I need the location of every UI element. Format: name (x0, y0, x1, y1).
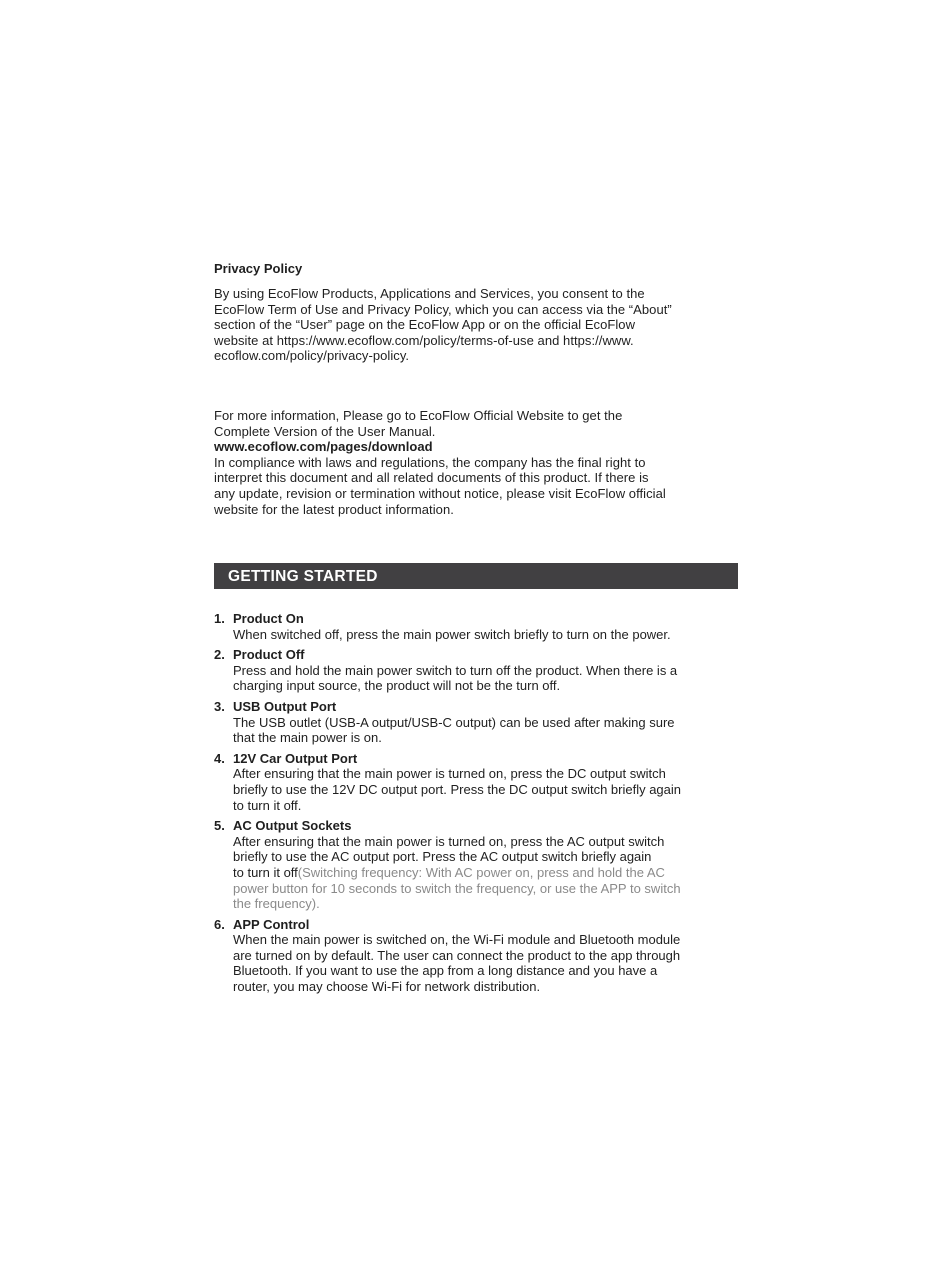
switching-frequency-note: (Switching frequency: With AC power on, press and hold the AC (297, 864, 665, 880)
step-text: that the main power is on. (233, 730, 382, 746)
step-text: router, you may choose Wi-Fi for network distribution. (233, 979, 541, 995)
step-title: Product Off (233, 647, 305, 663)
step-number: 1. (214, 611, 225, 626)
switching-frequency-note: the frequency). (233, 896, 320, 912)
switching-frequency-note: power button for 10 seconds to switch the frequency, or use the APP to switch (233, 880, 681, 896)
text-line: website at https://www.ecoflow.com/policy/terms-of-use and https://www. (214, 332, 634, 348)
step-item-ac-output-sockets (214, 818, 738, 912)
step-title: Product On (233, 611, 304, 626)
text-line: EcoFlow Term of Use and Privacy Policy, which you can access via the “About” (214, 301, 672, 317)
step-text: When switched off, press the main power switch briefly to turn on the power. (233, 626, 671, 642)
step-title: USB Output Port (233, 698, 337, 714)
text-line: For more information, Please go to EcoFlow Official Website to get the (214, 408, 623, 423)
privacy-policy-text (214, 286, 738, 364)
more-information-text (214, 408, 738, 517)
download-url-link[interactable]: www.ecoflow.com/pages/download (214, 439, 433, 455)
step-number: 4. (214, 750, 225, 766)
step-text: are turned on by default. The user can connect the product to the app through (233, 947, 681, 963)
step-text: When the main power is switched on, the Wi-Fi module and Bluetooth module (233, 932, 681, 948)
getting-started-header: GETTING STARTED (214, 563, 738, 589)
step-text: charging input source, the product will not be the turn off. (233, 678, 561, 694)
step-item-usb-output-port (214, 699, 738, 746)
step-text: After ensuring that the main power is turned on, press the DC output switch (233, 766, 666, 782)
text-line: By using EcoFlow Products, Applications and Services, you consent to the (214, 286, 645, 301)
step-text: Press and hold the main power switch to turn off the product. When there is a (233, 662, 678, 678)
step-text: The USB outlet (USB-A output/USB-C output) can be used after making sure (233, 714, 675, 730)
step-item-product-off (214, 647, 738, 694)
step-title: AC Output Sockets (233, 818, 352, 834)
step-text: to turn it off. (233, 797, 302, 813)
text-line: any update, revision or termination without notice, please visit EcoFlow official (214, 485, 666, 501)
step-item-12v-car-output-port (214, 751, 738, 813)
text-line: website for the latest product information. (214, 501, 454, 517)
step-text-mixed (233, 865, 738, 881)
text-line: In compliance with laws and regulations, the company has the final right to (214, 454, 646, 470)
step-number: 3. (214, 698, 225, 714)
text-line: interpret this document and all related documents of this product. If there is (214, 470, 649, 486)
step-title: 12V Car Output Port (233, 750, 358, 766)
step-text-dark: to turn it off (233, 864, 298, 880)
step-number: 6. (214, 916, 225, 932)
step-item-app-control (214, 917, 738, 995)
getting-started-steps (214, 611, 738, 1000)
step-text: Bluetooth. If you want to use the app from a long distance and you have a (233, 963, 658, 979)
privacy-policy-heading: Privacy Policy (214, 261, 303, 276)
step-item-product-on (214, 611, 738, 642)
text-line: ecoflow.com/policy/privacy-policy. (214, 348, 410, 364)
step-title: APP Control (233, 916, 310, 932)
step-text: briefly to use the AC output port. Press the AC output switch briefly again (233, 849, 652, 865)
step-text: After ensuring that the main power is turned on, press the AC output switch (233, 833, 665, 849)
step-text: briefly to use the 12V DC output port. Press the DC output switch briefly again (233, 781, 682, 797)
step-number: 5. (214, 818, 225, 834)
text-line: Complete Version of the User Manual. (214, 423, 436, 439)
text-line: section of the “User” page on the EcoFlow App or on the official EcoFlow (214, 317, 636, 333)
step-number: 2. (214, 647, 225, 663)
